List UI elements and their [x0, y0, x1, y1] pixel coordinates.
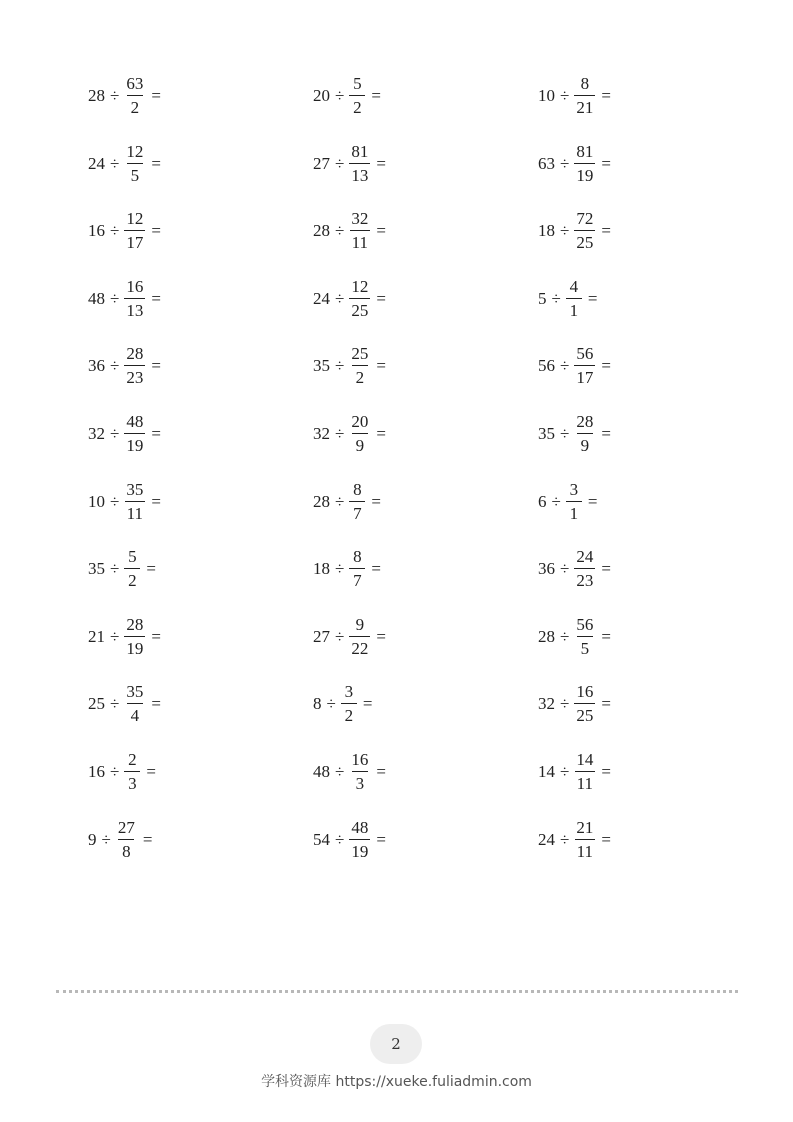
- divide-sign: ÷: [335, 288, 345, 308]
- dividend: 16: [88, 762, 105, 781]
- dividend: 27: [313, 153, 330, 173]
- dividend: 35: [538, 424, 555, 443]
- numerator: 24: [576, 547, 594, 567]
- denominator: 22: [349, 636, 370, 657]
- page-number-badge: [370, 1024, 422, 1064]
- fraction: [574, 616, 595, 657]
- denominator: 17: [574, 365, 595, 386]
- fraction: [349, 751, 370, 792]
- divide-sign: ÷: [335, 762, 345, 781]
- equals-sign: =: [376, 829, 386, 849]
- divide-sign: ÷: [560, 356, 570, 376]
- equals-sign: =: [376, 288, 386, 308]
- fraction: [124, 616, 145, 657]
- divide-sign: ÷: [560, 762, 570, 781]
- division-problem: [88, 75, 161, 116]
- equals-sign: =: [146, 559, 156, 579]
- denominator: 2: [127, 95, 143, 116]
- numerator: 8: [580, 74, 590, 93]
- numerator: 12: [126, 209, 144, 229]
- numerator: 20: [351, 412, 369, 431]
- denominator: 2: [352, 365, 368, 386]
- divide-sign: ÷: [110, 86, 120, 105]
- divide-sign: ÷: [560, 694, 570, 714]
- division-problem: [88, 616, 161, 657]
- divide-sign: ÷: [110, 694, 120, 714]
- fraction: [124, 751, 140, 792]
- equals-sign: =: [601, 762, 611, 781]
- denominator: 1: [566, 501, 582, 522]
- division-problem: [538, 413, 611, 454]
- numerator: 48: [351, 817, 369, 837]
- divide-sign: ÷: [335, 559, 345, 579]
- dividend: 32: [538, 694, 555, 714]
- equals-sign: =: [376, 424, 386, 443]
- dividend: 24: [313, 288, 330, 308]
- fraction: [574, 345, 595, 386]
- dividend: 10: [88, 491, 105, 511]
- numerator: 25: [351, 344, 369, 364]
- dividend: 35: [313, 356, 330, 376]
- denominator: 1: [566, 298, 582, 319]
- numerator: 5: [128, 547, 137, 567]
- denominator: 19: [349, 839, 370, 860]
- equals-sign: =: [601, 626, 611, 646]
- division-problem: [538, 751, 611, 792]
- division-problem: [88, 143, 161, 184]
- division-problem: [313, 345, 386, 386]
- equals-sign: =: [376, 356, 386, 376]
- division-problem: [313, 143, 386, 184]
- divide-sign: ÷: [560, 221, 570, 241]
- divide-sign: ÷: [335, 356, 345, 376]
- dividend: 35: [88, 559, 105, 579]
- fraction: [566, 481, 582, 522]
- numerator: 2: [128, 750, 137, 769]
- equals-sign: =: [151, 221, 161, 241]
- divide-sign: ÷: [335, 491, 345, 511]
- equals-sign: =: [151, 694, 161, 714]
- denominator: 17: [124, 230, 145, 251]
- denominator: 11: [350, 230, 370, 251]
- fraction: [349, 413, 370, 454]
- dividend: 6: [538, 491, 547, 511]
- denominator: 23: [574, 568, 595, 589]
- dividend: 10: [538, 86, 555, 105]
- numerator: 32: [351, 209, 369, 229]
- divide-sign: ÷: [110, 491, 120, 511]
- divide-sign: ÷: [335, 86, 345, 105]
- numerator: 5: [353, 74, 362, 93]
- fraction: [349, 345, 370, 386]
- denominator: 19: [124, 433, 145, 454]
- equals-sign: =: [601, 86, 611, 105]
- numerator: 16: [576, 682, 594, 702]
- division-problem: [88, 481, 161, 522]
- numerator: 56: [576, 614, 594, 634]
- fraction: [124, 683, 145, 724]
- division-problem: [538, 683, 611, 724]
- denominator: 13: [349, 163, 370, 184]
- dividend: 32: [88, 424, 105, 443]
- denominator: 4: [127, 703, 143, 724]
- divide-sign: ÷: [335, 626, 345, 646]
- denominator: 8: [118, 839, 134, 860]
- dividend: 32: [313, 424, 330, 443]
- equals-sign: =: [601, 559, 611, 579]
- denominator: 2: [341, 703, 357, 724]
- fraction: [349, 210, 370, 251]
- fraction: [124, 210, 145, 251]
- dividend: 36: [88, 356, 105, 376]
- division-problem: [313, 278, 386, 319]
- division-problem: [88, 345, 161, 386]
- divide-sign: ÷: [110, 153, 120, 173]
- dividend: 63: [538, 153, 555, 173]
- dividend: 14: [538, 762, 555, 781]
- divide-sign: ÷: [101, 829, 111, 849]
- denominator: 13: [124, 298, 145, 319]
- equals-sign: =: [601, 153, 611, 173]
- equals-sign: =: [371, 491, 381, 511]
- dividend: 21: [88, 626, 105, 646]
- fraction: [349, 481, 365, 522]
- fraction: [566, 278, 582, 319]
- fraction: [349, 143, 370, 184]
- fraction: [124, 75, 145, 116]
- equals-sign: =: [151, 491, 161, 511]
- denominator: 11: [575, 771, 595, 792]
- denominator: 9: [577, 433, 593, 454]
- division-problem: [313, 481, 381, 522]
- fraction: [574, 819, 595, 860]
- dividend: 56: [538, 356, 555, 376]
- denominator: 3: [124, 771, 140, 792]
- fraction: [341, 683, 357, 724]
- footer-source: 学科资源库 https://xueke.fuliadmin.com: [261, 1074, 532, 1090]
- division-problem: [313, 210, 386, 251]
- numerator: 12: [126, 141, 144, 161]
- equals-sign: =: [151, 356, 161, 376]
- divide-sign: ÷: [551, 288, 561, 308]
- fraction: [574, 683, 595, 724]
- dividend: 24: [538, 829, 555, 849]
- equals-sign: =: [601, 694, 611, 714]
- numerator: 81: [576, 141, 594, 161]
- divide-sign: ÷: [560, 559, 570, 579]
- equals-sign: =: [371, 86, 381, 105]
- equals-sign: =: [371, 559, 381, 579]
- equals-sign: =: [151, 626, 161, 646]
- dividend: 5: [538, 288, 547, 308]
- divide-sign: ÷: [335, 424, 345, 443]
- divide-sign: ÷: [551, 491, 561, 511]
- fraction: [574, 751, 595, 792]
- divide-sign: ÷: [335, 221, 345, 241]
- division-problem: [538, 278, 597, 319]
- equals-sign: =: [601, 221, 611, 241]
- fraction: [124, 481, 145, 522]
- equals-sign: =: [376, 626, 386, 646]
- denominator: 2: [349, 95, 365, 116]
- equals-sign: =: [376, 762, 386, 781]
- division-problem: [538, 345, 611, 386]
- division-problem: [88, 683, 161, 724]
- numerator: 9: [355, 614, 365, 634]
- divide-sign: ÷: [110, 626, 120, 646]
- fraction: [349, 548, 365, 589]
- division-problem: [313, 616, 386, 657]
- division-problem: [313, 413, 386, 454]
- fraction: [124, 345, 145, 386]
- numerator: 72: [576, 209, 594, 229]
- numerator: 16: [351, 750, 369, 769]
- page-number: 2: [391, 1035, 401, 1053]
- dividend: 36: [538, 559, 555, 579]
- denominator: 3: [352, 771, 368, 792]
- numerator: 8: [353, 547, 362, 567]
- dividend: 48: [313, 762, 330, 781]
- division-problem: [313, 683, 372, 724]
- division-problem: [538, 548, 611, 589]
- dividend: 18: [538, 221, 555, 241]
- dividend: 28: [88, 86, 105, 105]
- dividend: 28: [538, 626, 555, 646]
- division-problem: [538, 819, 611, 860]
- denominator: 11: [575, 839, 595, 860]
- division-problem: [538, 143, 611, 184]
- dividend: 54: [313, 829, 330, 849]
- division-problem: [88, 819, 152, 860]
- denominator: 23: [124, 365, 145, 386]
- fraction: [574, 143, 595, 184]
- division-problem: [538, 75, 611, 116]
- division-problem: [313, 548, 381, 589]
- fraction: [116, 819, 137, 860]
- numerator: 28: [126, 344, 144, 364]
- equals-sign: =: [151, 153, 161, 173]
- equals-sign: =: [587, 491, 598, 511]
- divide-sign: ÷: [326, 694, 336, 714]
- divide-sign: ÷: [335, 829, 345, 849]
- dividend: 28: [313, 491, 330, 511]
- division-problem: [88, 413, 161, 454]
- denominator: 5: [577, 636, 593, 657]
- fraction: [574, 75, 595, 116]
- equals-sign: =: [376, 153, 386, 173]
- numerator: 63: [126, 74, 144, 93]
- numerator: 3: [344, 682, 354, 702]
- dividend: 18: [313, 559, 330, 579]
- dividend: 24: [88, 153, 105, 173]
- equals-sign: =: [146, 762, 156, 781]
- division-problem: [538, 481, 597, 522]
- divide-sign: ÷: [110, 762, 120, 781]
- dividend: 8: [313, 694, 322, 714]
- denominator: 21: [574, 95, 595, 116]
- equals-sign: =: [151, 288, 161, 308]
- fraction: [349, 616, 370, 657]
- division-problem: [88, 548, 156, 589]
- numerator: 35: [126, 682, 144, 702]
- divide-sign: ÷: [110, 221, 120, 241]
- denominator: 19: [574, 163, 595, 184]
- numerator: 16: [126, 276, 144, 296]
- equals-sign: =: [151, 424, 161, 443]
- equals-sign: =: [587, 288, 598, 308]
- fraction: [124, 278, 145, 319]
- division-problem: [538, 616, 611, 657]
- division-problem: [538, 210, 611, 251]
- divide-sign: ÷: [110, 288, 120, 308]
- division-problem: [88, 278, 161, 319]
- denominator: 25: [574, 703, 595, 724]
- equals-sign: =: [376, 221, 386, 241]
- dotted-divider: [56, 990, 738, 993]
- divide-sign: ÷: [110, 424, 120, 443]
- numerator: 81: [351, 141, 369, 161]
- equals-sign: =: [142, 829, 153, 849]
- dividend: 20: [313, 86, 330, 105]
- divide-sign: ÷: [110, 559, 120, 579]
- division-problem: [313, 75, 381, 116]
- numerator: 35: [126, 479, 144, 499]
- fraction: [574, 548, 595, 589]
- dividend: 48: [88, 288, 105, 308]
- denominator: 9: [352, 433, 368, 454]
- equals-sign: =: [601, 356, 611, 376]
- equals-sign: =: [601, 424, 611, 443]
- fraction: [124, 143, 145, 184]
- division-problem: [88, 210, 161, 251]
- fraction: [574, 413, 595, 454]
- divide-sign: ÷: [560, 626, 570, 646]
- fraction: [349, 75, 365, 116]
- division-problem: [88, 751, 156, 792]
- numerator: 48: [126, 412, 144, 431]
- divide-sign: ÷: [110, 356, 120, 376]
- numerator: 3: [569, 479, 579, 499]
- fraction: [349, 819, 370, 860]
- fraction: [349, 278, 370, 319]
- numerator: 21: [576, 817, 594, 837]
- denominator: 25: [574, 230, 595, 251]
- divide-sign: ÷: [560, 829, 570, 849]
- numerator: 14: [576, 750, 594, 769]
- dividend: 9: [88, 829, 97, 849]
- equals-sign: =: [601, 829, 611, 849]
- numerator: 56: [576, 344, 594, 364]
- divide-sign: ÷: [560, 424, 570, 443]
- numerator: 4: [569, 276, 579, 296]
- denominator: 2: [124, 568, 140, 589]
- dividend: 25: [88, 694, 105, 714]
- divide-sign: ÷: [335, 153, 345, 173]
- denominator: 11: [125, 501, 145, 522]
- denominator: 7: [349, 501, 365, 522]
- numerator: 28: [576, 412, 594, 431]
- fraction: [124, 548, 140, 589]
- denominator: 5: [127, 163, 143, 184]
- division-problem: [313, 819, 386, 860]
- numerator: 27: [117, 817, 135, 837]
- denominator: 25: [349, 298, 370, 319]
- fraction: [574, 210, 595, 251]
- dividend: 16: [88, 221, 105, 241]
- divide-sign: ÷: [560, 153, 570, 173]
- numerator: 8: [353, 479, 362, 499]
- dividend: 27: [313, 626, 330, 646]
- numerator: 12: [351, 276, 369, 296]
- numerator: 28: [126, 614, 144, 634]
- dividend: 28: [313, 221, 330, 241]
- equals-sign: =: [362, 694, 373, 714]
- fraction: [124, 413, 145, 454]
- denominator: 19: [124, 636, 145, 657]
- equals-sign: =: [151, 86, 161, 105]
- denominator: 7: [349, 568, 365, 589]
- division-problem: [313, 751, 386, 792]
- divide-sign: ÷: [560, 86, 570, 105]
